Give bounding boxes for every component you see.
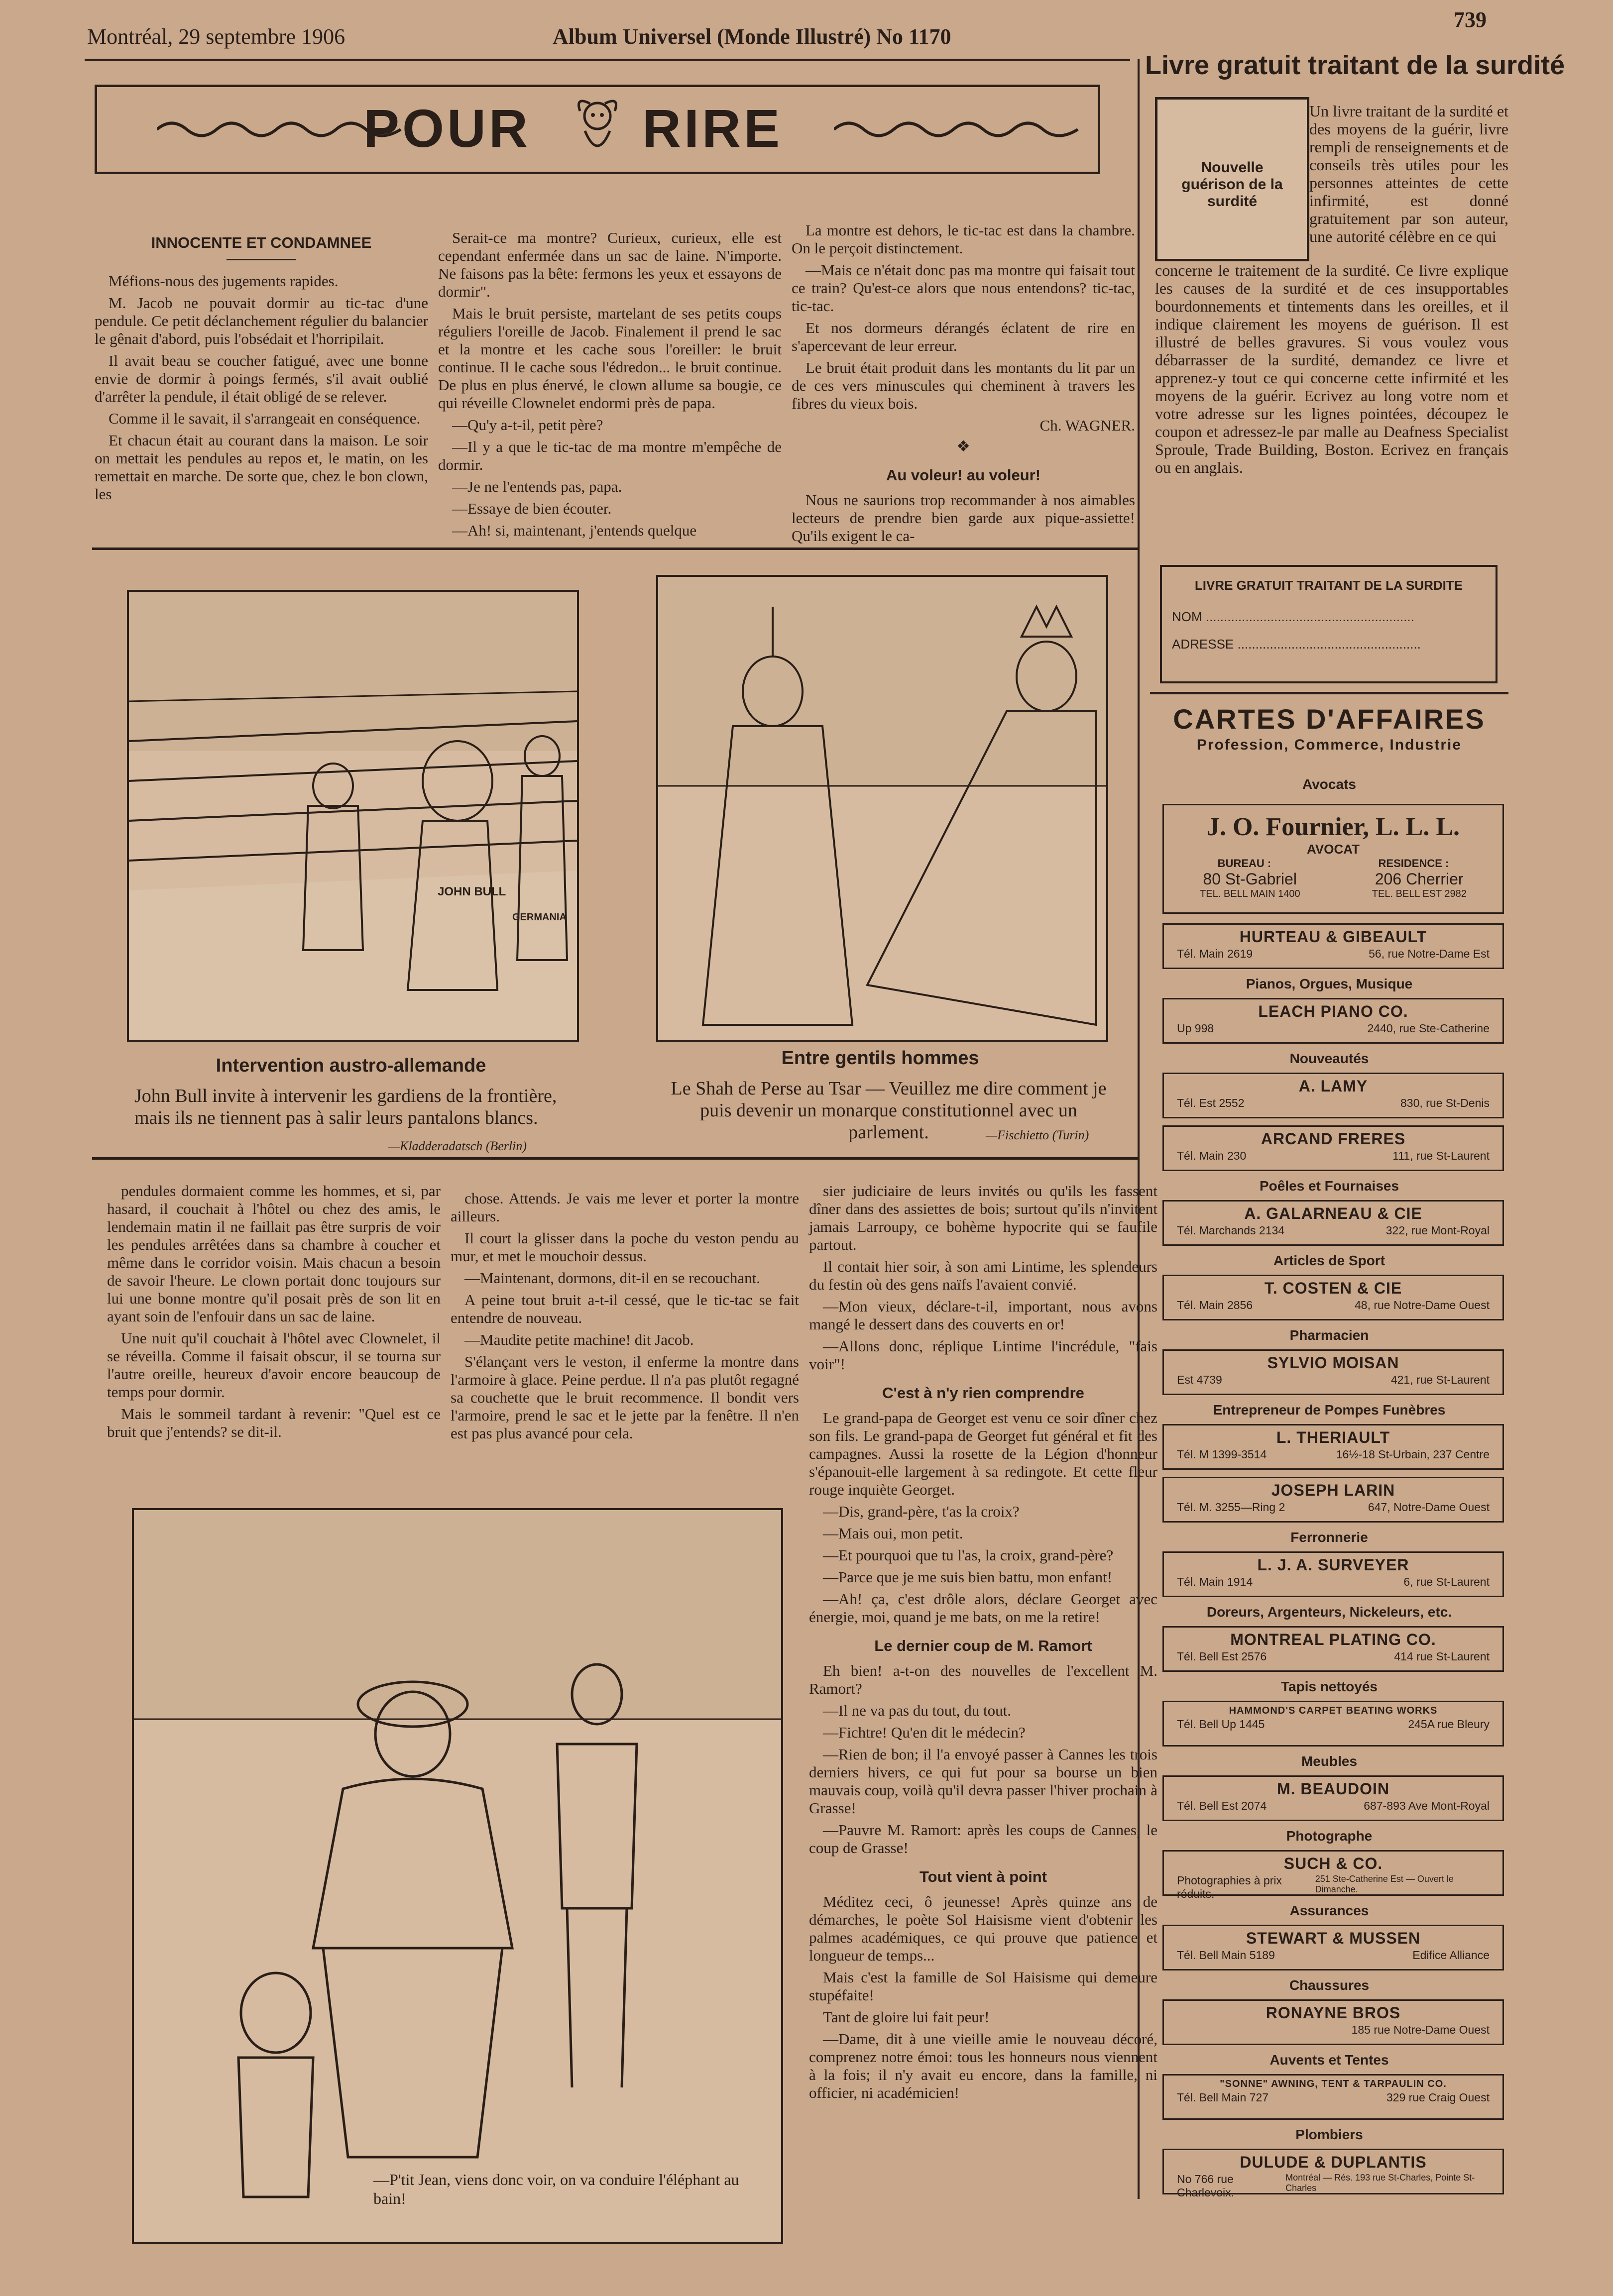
story-innocente-cont-col1 [107,1182,441,1445]
story-title: C'est à n'y rien comprendre [882,1384,1084,1402]
business-phone: Up 998 [1177,1022,1214,1035]
business-name: L. J. A. SURVEYER [1257,1556,1409,1574]
business-contact [1164,947,1502,961]
book-illustration [1155,97,1309,261]
directory-subtitle: Profession, Commerce, Industrie [1196,737,1462,753]
business-name: M. BEAUDOIN [1276,1780,1390,1798]
business-contact [1164,1224,1502,1237]
paragraph: —Parce que je me suis bien battu, mon enfant! [823,1568,1113,1586]
business-contact [1164,1448,1502,1461]
paragraph: Nous ne saurions trop recommander à nos aimables lecteurs de prendre bien garde aux pique-assiette! Qu'ils exigent le ca- [792,491,1135,545]
business-address: Montréal — Rés. 193 rue St-Charles, Pointe St-Charles [1285,2173,1475,2193]
business-address: 6, rue St-Laurent [1403,1575,1490,1588]
coupon-name-label: NOM [1172,609,1202,624]
business-phone: Tél. Marchands 2134 [1177,1224,1285,1237]
section-rule [1150,692,1508,694]
business-name: RONAYNE BROS [1266,2004,1401,2022]
paragraph: —Rien de bon; il l'a envoyé passer à Cannes les trois derniers hivers, ce qui fut pour sa bourse un bien mauvais coup, voilà qu'il devra passer l'hiver prochain à Grasse! [809,1746,1157,1817]
business-card [1162,1850,1504,1900]
business-contact [1164,2173,1502,2199]
business-contact [1164,2023,1502,2037]
business-name: MONTREAL PLATING CO. [1230,1631,1436,1648]
header-rule [85,59,1130,61]
paragraph: Et chacun était au courant dans la maison. Le soir on mettait les pendules au repos et, le matin, on les remettait en marche. De sorte que, chez le bon clown, les [95,432,428,503]
section-rule [92,547,1138,550]
business-contact [1164,1718,1502,1731]
paragraph: —Mais oui, mon petit. [823,1525,963,1542]
jester-ornament-icon [575,96,620,166]
header-date: Montréal, 29 septembre 1906 [87,24,346,49]
story-innocente-col2 [438,229,782,544]
book-ad-text: Un livre traitant de la surdité et des moyens de la guérir, livre rempli de renseignements et de conseils très utiles pour les personnes atteintes de cette infirmité, est donné gratuitement par son auteur, une autorité célèbre en ce qui [1309,102,1508,245]
story-title: INNOCENTE ET CONDAMNEE [151,234,372,251]
paragraph: sier judiciaire de leurs invités ou qu'ils les fassent dîner dans des assiettes de bois; surtout qu'ils n'invitent jamais Larroupy, ce bohème hypocrite qui se faufile partout. [809,1182,1157,1253]
business-card [1162,1551,1504,1597]
directory-category: Ferronnerie [1290,1530,1368,1545]
banner-word-pour: POUR [363,98,531,158]
fournier-phones [1164,888,1502,900]
coupon-address-field[interactable]: ADRESSE ................................................... [1172,637,1421,652]
business-card [1162,1999,1504,2045]
coupon-address-label: ADRESSE [1172,637,1234,652]
paragraph: chose. Attends. Je vais me lever et porter la montre ailleurs. [451,1190,799,1225]
business-address: 687-893 Ave Mont-Royal [1364,1799,1490,1812]
paragraph: Serait-ce ma montre? Curieux, curieux, elle est cependant enfermée dans un sac de laine. N'importe. Ne faisons pas la bête: fermons les yeux et essayons de dormir". [438,229,782,300]
paragraph: —Mon vieux, déclare-t-il, important, nous avons mangé le dessert dans des couverts en or! [809,1298,1157,1333]
cartoon-shah-and-tsar [656,575,1108,1042]
category-avocats: Avocats [1302,776,1356,792]
business-phone: Tél. Bell Up 1445 [1177,1718,1265,1731]
business-address: 2440, rue Ste-Catherine [1367,1022,1490,1035]
business-phone: Tél. Main 2619 [1177,947,1253,960]
directory-category: Poêles et Fournaises [1259,1178,1399,1194]
card-fournier [1162,804,1504,914]
paragraph: —Maintenant, dormons, dit-il en se recouchant. [464,1269,761,1287]
bureau-label: BUREAU : [1217,857,1271,870]
paragraph: —Qu'y a-t-il, petit père? [452,416,603,434]
business-contact [1164,1650,1502,1663]
banner-word-rire: RIRE [642,98,783,158]
paragraph: Comme il le savait, il s'arrangeait en conséquence. [109,410,421,427]
paragraph: Il court la glisser dans la poche du veston pendu au mur, et met le mouchoir dessus. [451,1229,799,1265]
directory-category: Meubles [1301,1753,1358,1769]
paragraph: A peine tout bruit a-t-il cessé, que le tic-tac se fait entendre de nouveau. [451,1291,799,1326]
business-contact [1164,1575,1502,1589]
paragraph: Le bruit était produit dans les montants du lit par un de ces vers minuscules qui cheminent à travers les fibres du vieux bois. [792,359,1135,412]
paragraph: —Ah! si, maintenant, j'entends quelque [452,522,697,539]
business-phone: Tél. M. 3255—Ring 2 [1177,1501,1285,1514]
beach-scene-illustration [134,1510,781,2242]
business-name: ARCAND FRERES [1261,1130,1406,1148]
business-address: 245A rue Bleury [1408,1718,1490,1731]
business-card [1162,2149,1504,2199]
residence-label: RESIDENCE : [1378,857,1449,870]
business-name: A. GALARNEAU & CIE [1244,1204,1422,1222]
story-innocente-col1 [95,234,428,507]
bureau-address: 80 St-Gabriel [1203,870,1297,888]
directory-category: Plombiers [1295,2127,1363,2142]
story-title: Au voleur! au voleur! [886,466,1041,484]
business-name: HURTEAU & GIBEAULT [1239,928,1427,946]
paragraph: Mais c'est la famille de Sol Haisisme qui demeure stupéfaite! [809,1968,1157,2004]
cartoon1-source: —Kladderadatsch (Berlin) [388,1139,527,1153]
book-ad-title: Livre gratuit traitant de la surdité [1145,50,1565,80]
paragraph: —Ah! ça, c'est drôle alors, déclare Georget avec énergie, moi, quand je me bats, on me la retire! [809,1590,1157,1626]
business-phone: Tél. Main 1914 [1177,1575,1253,1588]
coupon-title: LIVRE GRATUIT TRAITANT DE LA SURDITE [1194,578,1463,593]
paragraph: Mais le sommeil tardant à revenir: "Quel est ce bruit que j'entends? se dit-il. [107,1405,441,1440]
business-name: SUCH & CO. [1283,1855,1383,1872]
business-phone: Tél. Bell Main 5189 [1177,1949,1275,1962]
business-card [1162,2074,1504,2120]
directory-category: Photographe [1286,1828,1373,1844]
business-phone: Tél. Main 230 [1177,1149,1247,1162]
page-number: 739 [1454,7,1487,32]
business-card [1162,1925,1504,1970]
paragraph: pendules dormaient comme les hommes, et si, par hasard, il couchait à l'hôtel ou chez des amis, le lendemain matin il ne faillait pas être surpris de voir les pendules arrêtées dans sa chambre à coucher et même dans le corridor voisin. Mais chacun a besoin de savoir l'heure. Le clown portait donc toujours sur lui une bonne montre qu'il posait près de son lit en ayant soin de l'enfouir dans un sac de laine. [107,1182,441,1325]
story-innocente-col3 [792,221,1135,549]
business-phone: Tél. Bell Main 727 [1177,2091,1269,2104]
fournier-name: J. O. Fournier, L. L. L. [1206,813,1460,841]
business-contact [1164,1874,1502,1901]
directory-category: Assurances [1289,1903,1369,1918]
business-contact [1164,1299,1502,1312]
cartoon1-text: John Bull invite à intervenir les gardiens de la frontière, mais ils ne tiennent pas à salir leurs pantalons blancs. [134,1086,557,1128]
business-card [1162,1125,1504,1171]
business-card [1162,1424,1504,1470]
business-phone: Est 4739 [1177,1373,1222,1386]
business-phone: Tél. Bell Est 2074 [1177,1799,1267,1812]
paragraph: Une nuit qu'il couchait à l'hôtel avec Clownelet, il se réveilla. Comme il faisait obscur, il se tourna sur l'autre oreille, heureux d'avoir encore beaucoup de temps pour dormir. [107,1329,441,1401]
title-divider [227,259,296,260]
paragraph: —Il y a que le tic-tac de ma montre m'empêche de dormir. [438,438,782,473]
business-contact [1164,1501,1502,1514]
fournier-role: AVOCAT [1307,842,1360,857]
ornament-icon: ❖ [956,437,970,455]
business-name: A. LAMY [1298,1077,1368,1095]
business-name: HAMMOND'S CARPET BEATING WORKS [1229,1705,1438,1716]
story-title: Le dernier coup de M. Ramort [874,1637,1092,1654]
directory-category: Entrepreneur de Pompes Funèbres [1213,1402,1446,1418]
business-card [1162,1701,1504,1747]
business-card [1162,1073,1504,1118]
business-name: STEWART & MUSSEN [1246,1929,1421,1947]
right-flourish-icon [834,114,1083,144]
business-phone: No 766 rue Charlevoix. [1177,2173,1235,2199]
residence-address: 206 Cherrier [1375,870,1464,888]
business-phone: Tél. Est 2552 [1177,1096,1245,1109]
business-name: JOSEPH LARIN [1271,1481,1395,1499]
business-name: T. COSTEN & CIE [1264,1279,1402,1297]
business-address: 111, rue St-Laurent [1392,1149,1490,1162]
paragraph: Il contait hier soir, à son ami Lintime, les splendeurs du festin où des gens naïfs l'avaient convié. [809,1258,1157,1293]
story-title: Tout vient à point [919,1868,1047,1885]
directory-category: Articles de Sport [1273,1253,1385,1268]
germania-label: GERMANIA [512,912,567,923]
business-address: 16½-18 St-Urbain, 237 Centre [1336,1448,1490,1461]
cartoon1-title: Intervention austro-allemande [216,1055,486,1076]
paragraph: —Maudite petite machine! dit Jacob. [464,1331,694,1348]
business-address: 421, rue St-Laurent [1390,1373,1490,1386]
paragraph: —Dame, dit à une vieille amie le nouveau décoré, comprenez notre émoi: tous les honneurs nous viennent à la fois; il n'y avait eu encore, dans la famille, ni officier, ni académicien! [809,2030,1157,2101]
business-card [1162,1626,1504,1672]
section-rule [92,1157,1138,1160]
business-address: 322, rue Mont-Royal [1385,1224,1490,1237]
paragraph: —Il ne va pas du tout, du tout. [823,1702,1011,1719]
paragraph: —Fichtre! Qu'en dit le médecin? [823,1724,1026,1741]
paragraph: —Je ne l'entends pas, papa. [452,478,622,495]
business-address: 251 Ste-Catherine Est — Ouvert le Dimanche. [1315,1874,1454,1894]
paragraph: Et nos dormeurs dérangés éclatent de rire en s'apercevant de leur erreur. [792,319,1135,354]
cartoon2-text: Le Shah de Perse au Tsar — Veuillez me dire comment je puis devenir un monarque constitutionnel avec un parlement. [671,1078,1107,1143]
business-name: DULUDE & DUPLANTIS [1240,2153,1427,2171]
fournier-addresses [1164,870,1502,888]
business-name: SYLVIO MOISAN [1267,1354,1399,1372]
coupon-box [1160,565,1498,683]
business-contact [1164,1799,1502,1813]
fournier-labels [1164,857,1502,870]
business-address: 56, rue Notre-Dame Est [1369,947,1490,960]
business-card [1162,1775,1504,1821]
cartoon3-caption: —P'tit Jean, viens donc voir, on va conduire l'éléphant au bain! [373,2171,739,2207]
business-contact [1164,2091,1502,2104]
paragraph: —Dis, grand-père, t'as la croix? [823,1503,1020,1520]
paragraph: —Allons donc, réplique Lintime l'incrédule, "fais voir"! [809,1337,1157,1373]
business-address: 185 rue Notre-Dame Ouest [1351,2023,1490,2036]
coupon-name-field[interactable]: NOM .......................................................... [1172,609,1414,624]
directory-category: Tapis nettoyés [1281,1679,1378,1694]
directory-category: Nouveautés [1289,1051,1369,1066]
business-contact [1164,1096,1502,1110]
header-publication: Album Universel (Monde Illustré) No 1170 [553,24,951,49]
paragraph: Mais le bruit persiste, martelant de ses petits coups réguliers l'oreille de Jacob. Finalement il prend le sac et la montre et les cache sous l'oreiller: le bruit continue. Il le cache sous l'édredon... le bruit continue. De plus en plus énervé, le clown allume sa bougie, ce qui réveille Clownelet endormi près de papa. [438,305,782,412]
business-name: L. THERIAULT [1276,1428,1390,1446]
business-card [1162,923,1504,969]
paragraph: S'élançant vers le veston, il enferme la montre dans l'armoire à glace. Peine perdue. Il n'a pas plutôt regagné sa couchette que le bruit recommence. Il bondit vers l'armoire, prend le sac et le jette par la fenêtre. Il n'en est pas plus avancé pour cela. [451,1353,799,1442]
residence-phone: TEL. BELL EST 2982 [1372,888,1467,899]
cartoon2-source: —Fischietto (Turin) [986,1128,1089,1142]
business-address: 48, rue Notre-Dame Ouest [1354,1299,1490,1312]
business-name: LEACH PIANO CO. [1258,1002,1408,1020]
directory-category: Pharmacien [1289,1327,1369,1343]
directory-category: Pianos, Orgues, Musique [1246,976,1413,991]
business-contact [1164,1149,1502,1163]
paragraph: —Mais ce n'était donc pas ma montre qui faisait tout ce train? Qu'est-ce alors que nous entendons? tic-tac, tic-tac. [792,261,1135,315]
bureau-phone: TEL. BELL MAIN 1400 [1200,888,1300,899]
paragraph: M. Jacob ne pouvait dormir au tic-tac d'une pendule. Ce petit déclanchement régulier du balancier le gênait d'abord, puis l'obsédait et l'horripilait. [95,294,428,347]
business-address: 414 rue St-Laurent [1394,1650,1490,1663]
paragraph: La montre est dehors, le tic-tac est dans la chambre. On le perçoit distinctement. [792,221,1135,257]
business-phone: Photographies à prix réduits. [1177,1874,1282,1900]
cartoon-austro-german-intervention [127,590,579,1042]
paragraph: Le grand-papa de Georget est venu ce soir dîner chez son fils. Le grand-papa de Georget fut général et fit des campagnes. Aussi la rosette de la Légion d'honneur s'épanouit-elle largement à sa redingote. Et cette fleur rouge inquiète Georget. [809,1409,1157,1498]
paragraph: —Et pourquoi que tu l'as, la croix, grand-père? [823,1546,1114,1564]
business-card [1162,1200,1504,1246]
paragraph: Méfions-nous des jugements rapides. [109,272,339,290]
business-phone: Tél. Main 2856 [1177,1299,1253,1312]
directory-category: Doreurs, Argenteurs, Nickeleurs, etc. [1206,1604,1452,1620]
paragraph: Méditez ceci, ô jeunesse! Après quinze ans de démarches, le poète Sol Haisisme vient d'obtenir les palmes académiques, ce qui prouve que patience et longueur de temps... [809,1893,1157,1964]
business-card [1162,1477,1504,1523]
directory-title: CARTES D'AFFAIRES [1173,703,1486,735]
paragraph: —Pauvre M. Ramort: après les coups de Cannes, le coup de Grasse! [809,1821,1157,1857]
paragraph: —Essaye de bien écouter. [452,500,612,517]
business-card [1162,1275,1504,1320]
cartoon-beach-elephant [132,1508,783,2244]
business-name: "SONNE" AWNING, TENT & TARPAULIN CO. [1220,2078,1447,2089]
business-address: 647, Notre-Dame Ouest [1368,1501,1490,1514]
business-contact [1164,1022,1502,1035]
business-contact [1164,1373,1502,1387]
business-phone: Tél. Bell Est 2576 [1177,1650,1267,1663]
paragraph: Tant de gloire lui fait peur! [823,2008,990,2026]
royal-scene-illustration [658,577,1106,1040]
fence-scene-illustration [129,592,577,1040]
author-signature: Ch. WAGNER. [1039,417,1135,434]
business-address: Edifice Alliance [1412,1949,1490,1962]
book-cover-text: Nouvelle guérison de la surdité [1181,159,1283,210]
directory-category: Auvents et Tentes [1269,2052,1389,2068]
stories-right-column [809,1182,1157,2106]
business-address: 830, rue St-Denis [1400,1096,1490,1109]
directory-category: Chaussures [1289,1977,1370,1993]
story-innocente-cont-col2 [451,1190,799,1446]
business-card [1162,998,1504,1044]
cartoon2-title: Entre gentils hommes [781,1048,979,1069]
business-card [1162,1349,1504,1395]
book-ad-text-cont: concerne le traitement de la surdité. Ce livre explique les causes de la surdité et de ces insupportables bourdonnements et tintements dans les oreilles, et il indique clairement les moyens de guérison. Il est illustré de belles gravures. Si vous voulez vous débarrasser de la surdité, demandez ce livre et apprenez-y tout ce qui concerne cette infirmité et les moyens de la guérir. Ecrivez au long votre nom et votre adresse sur les lignes pointées, découpez le coupon et adressez-le par malle au Deafness Specialist Sproule, Trade Building, Boston. Ecrivez en français ou en anglais. [1155,261,1508,476]
pour-rire-banner [95,85,1100,174]
paragraph: Eh bien! a-t-on des nouvelles de l'excellent M. Ramort? [809,1662,1157,1697]
john-bull-label: JOHN BULL [438,885,506,898]
business-phone: Tél. M 1399-3514 [1177,1448,1267,1461]
paragraph: Il avait beau se coucher fatigué, avec une bonne envie de dormir à poings fermés, s'il avait oublié d'arrêter la pendule, il était obligé de se relever. [95,352,428,405]
business-contact [1164,1949,1502,1962]
business-address: 329 rue Craig Ouest [1386,2091,1490,2104]
